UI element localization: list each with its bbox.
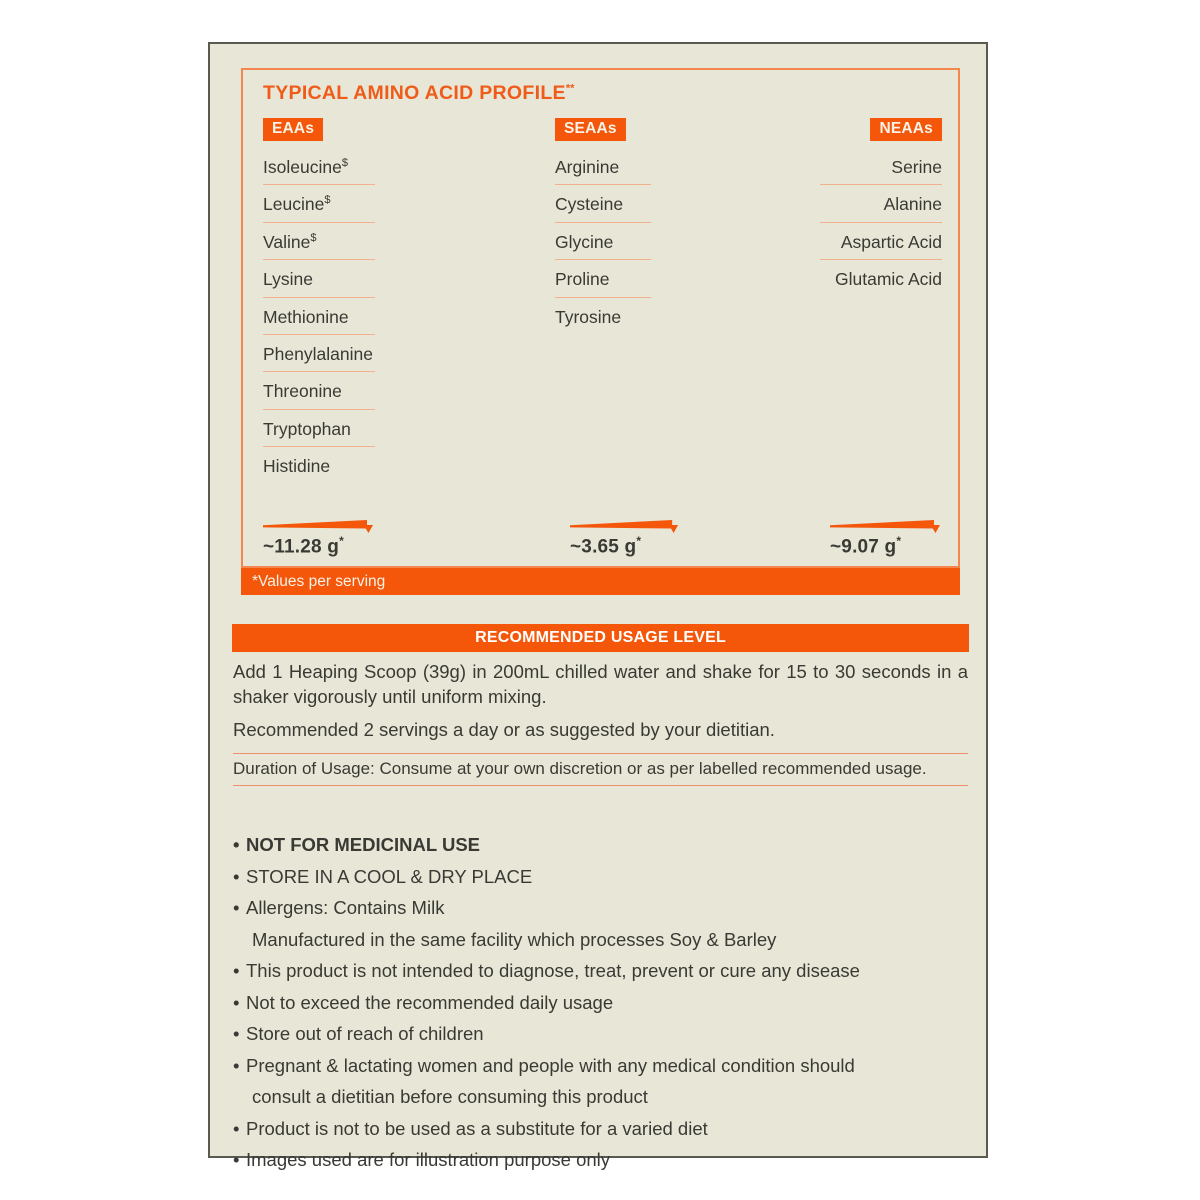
list-item bbox=[263, 410, 375, 447]
bullet-icon: • bbox=[233, 834, 240, 855]
nutrition-label-card bbox=[208, 42, 988, 1170]
amino-acid-name: Isoleucine bbox=[263, 157, 342, 177]
note-text: Pregnant & lactating women and people with any medical condition should bbox=[246, 1054, 855, 1076]
values-per-serving-note: *Values per serving bbox=[241, 568, 960, 595]
amino-acid-name: Valine bbox=[263, 231, 311, 252]
list-item bbox=[555, 148, 651, 185]
list-item bbox=[263, 260, 375, 297]
badge-row-neaas bbox=[820, 118, 942, 148]
list-item bbox=[233, 1117, 968, 1152]
list-item bbox=[263, 148, 375, 185]
profile-title-superscript: ** bbox=[565, 82, 575, 95]
amino-acid-name: Tyrosine bbox=[555, 306, 622, 327]
total-amount: ~3.65 g bbox=[570, 536, 637, 557]
arrow-icon bbox=[570, 520, 682, 533]
arrow-icon bbox=[263, 520, 377, 533]
amino-acid-superscript: $ bbox=[324, 194, 331, 207]
column-neaas bbox=[820, 118, 942, 483]
amino-acid-name: Tryptophan bbox=[263, 418, 351, 439]
note-text: Product is not to be used as a substitute for a varied diet bbox=[246, 1117, 708, 1139]
bullet-icon: • bbox=[233, 865, 240, 887]
badge-row-seaas bbox=[555, 118, 820, 148]
amino-acid-name: Arginine bbox=[555, 157, 620, 177]
list-item bbox=[555, 260, 651, 297]
list-item bbox=[233, 991, 968, 1026]
list-item bbox=[555, 185, 651, 222]
warnings-list bbox=[233, 836, 968, 1183]
column-totals bbox=[263, 508, 942, 558]
list-item bbox=[555, 223, 651, 260]
list-item bbox=[233, 962, 968, 994]
amino-acid-superscript: $ bbox=[341, 157, 348, 170]
note-text: Not to exceed the recommended daily usage bbox=[246, 991, 614, 1013]
list-item bbox=[263, 223, 375, 260]
amino-acid-name: Proline bbox=[555, 269, 610, 290]
amino-acid-name: Leucine bbox=[263, 194, 325, 215]
total-superscript: * bbox=[896, 533, 902, 548]
total-superscript: * bbox=[636, 533, 642, 548]
total-amount: ~9.07 g bbox=[830, 536, 897, 557]
note-text: Store out of reach of children bbox=[246, 1023, 484, 1044]
list-item bbox=[263, 335, 375, 372]
note-continuation: consult a dietitian before consuming this product bbox=[252, 1086, 648, 1107]
list-item bbox=[233, 836, 968, 868]
badge-row-eaas bbox=[263, 118, 555, 148]
list-item bbox=[263, 447, 375, 483]
amino-acid-columns bbox=[263, 118, 942, 483]
note-continuation: Manufactured in the same facility which processes Soy & Barley bbox=[252, 928, 777, 950]
amino-acid-profile-box bbox=[241, 68, 960, 568]
total-seaas bbox=[570, 520, 682, 558]
recommended-usage-heading: RECOMMENDED USAGE LEVEL bbox=[232, 624, 969, 652]
amino-acid-name: Threonine bbox=[263, 381, 342, 402]
column-eaas bbox=[263, 118, 555, 483]
list-item bbox=[233, 1025, 968, 1057]
list-item bbox=[233, 1151, 968, 1183]
badge-seaas: SEAAs bbox=[555, 118, 626, 141]
total-value-seaas bbox=[570, 534, 682, 558]
bullet-icon: • bbox=[233, 960, 240, 981]
note-text: STORE IN A COOL & DRY PLACE bbox=[246, 865, 533, 887]
list-item bbox=[555, 298, 651, 334]
amino-acid-name: Serine bbox=[891, 157, 942, 177]
usage-instructions bbox=[233, 660, 968, 786]
bullet-icon: • bbox=[233, 1023, 240, 1044]
list-item bbox=[263, 372, 375, 409]
bullet-icon: • bbox=[233, 1054, 240, 1076]
amino-acid-name: Methionine bbox=[263, 306, 349, 327]
bullet-icon: • bbox=[233, 1117, 240, 1139]
amino-acid-list-eaas bbox=[263, 148, 555, 483]
usage-paragraph-2: Recommended 2 servings a day or as suggested by your dietitian. bbox=[233, 719, 775, 741]
amino-acid-name: Glycine bbox=[555, 231, 614, 252]
bullet-icon: • bbox=[233, 1149, 240, 1170]
list-item bbox=[820, 148, 942, 185]
amino-acid-name: Lysine bbox=[263, 269, 313, 290]
arrow-icon bbox=[830, 520, 944, 533]
note-text: This product is not intended to diagnose, treat, prevent or cure any disease bbox=[246, 960, 860, 981]
profile-title-text: TYPICAL AMINO ACID PROFILE bbox=[263, 82, 566, 104]
amino-acid-name: Cysteine bbox=[555, 194, 624, 215]
list-item bbox=[233, 1054, 968, 1120]
amino-acid-superscript: $ bbox=[310, 231, 317, 244]
list-item bbox=[233, 899, 968, 962]
amino-acid-list-neaas bbox=[820, 148, 942, 297]
amino-acid-list-seaas bbox=[555, 148, 820, 334]
list-item bbox=[263, 298, 375, 335]
bullet-icon: • bbox=[233, 897, 240, 918]
note-text: Allergens: Contains Milk bbox=[246, 897, 445, 918]
note-text: Images used are for illustration purpose only bbox=[246, 1149, 611, 1170]
amino-acid-name: Alanine bbox=[883, 194, 942, 215]
list-item bbox=[233, 865, 968, 900]
usage-paragraph-1: Add 1 Heaping Scoop (39g) in 200mL chilled water and shake for 15 to 30 seconds in a shaker vigorously until uniform mixing. bbox=[233, 661, 968, 707]
badge-neaas: NEAAs bbox=[870, 118, 942, 141]
list-item bbox=[820, 185, 942, 222]
total-superscript: * bbox=[339, 533, 344, 548]
total-value-neaas bbox=[830, 534, 944, 558]
list-item bbox=[820, 260, 942, 296]
total-eaas bbox=[263, 520, 377, 558]
list-item bbox=[820, 223, 942, 260]
bullet-icon: • bbox=[233, 991, 240, 1013]
total-neaas bbox=[830, 520, 944, 558]
amino-acid-name: Glutamic Acid bbox=[835, 269, 942, 290]
note-text: NOT FOR MEDICINAL USE bbox=[246, 834, 480, 855]
amino-acid-name: Phenylalanine bbox=[263, 343, 373, 364]
amino-acid-name: Aspartic Acid bbox=[840, 231, 942, 252]
list-item bbox=[263, 185, 375, 222]
badge-eaas: EAAs bbox=[263, 118, 323, 141]
total-amount: ~11.28 g bbox=[263, 536, 340, 557]
column-seaas bbox=[555, 118, 820, 483]
duration-of-usage: Duration of Usage: Consume at your own discretion or as per labelled recommended usage. bbox=[233, 753, 968, 786]
amino-acid-name: Histidine bbox=[263, 456, 331, 476]
total-value-eaas bbox=[263, 534, 377, 558]
profile-title bbox=[263, 82, 574, 105]
